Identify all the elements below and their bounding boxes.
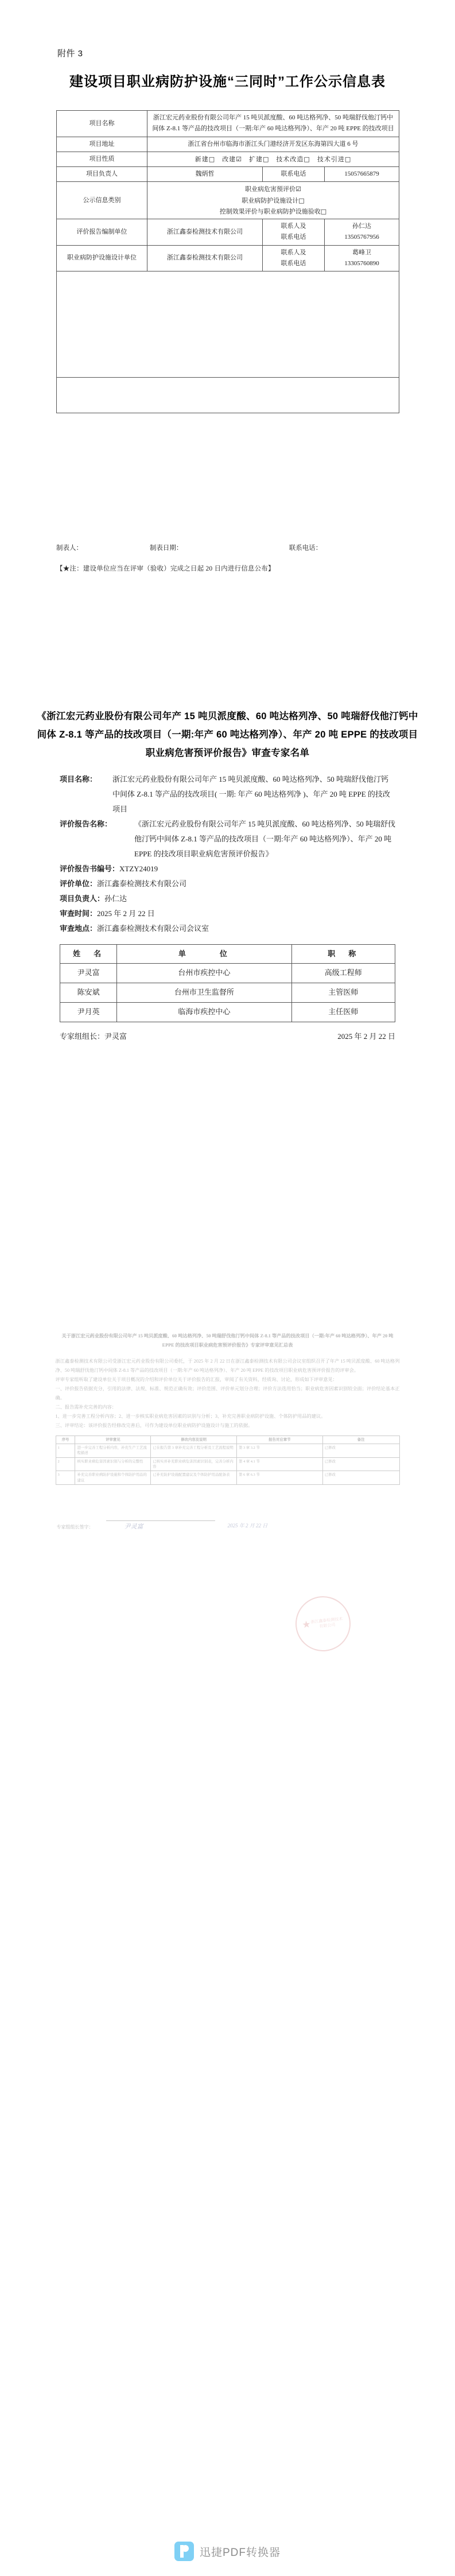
label-design-unit: 职业病防护设施设计单位 — [57, 245, 147, 271]
review-paragraph-5: 1、进一步完善工程分析内容；2、进一步核实职业病危害因素的识别与分析；3、补充完善职业病防护设施、个体防护用品的建议。 — [55, 1413, 326, 1419]
cell-opinion: 补充完善职业病防护设施和个体防护用品的建议 — [75, 1471, 151, 1485]
field-key-project-leader: 项目负责人： — [60, 894, 105, 903]
review-paragraph-4: 二、报告需补充完善的内容： — [55, 1404, 116, 1410]
table-row-project-leader — [57, 167, 399, 182]
value-design-contact-name: 葛峰卫 — [352, 249, 371, 256]
field-key-report-name: 评价报告名称： — [60, 819, 112, 828]
field-report-name — [60, 817, 395, 862]
label-design-contact-person: 联系人及 — [281, 249, 306, 256]
label-expert-leader-signature: 专家组组长签字： — [56, 1524, 94, 1530]
cell-remark: 已修改 — [322, 1457, 399, 1471]
label-report-contact-person: 联系人及 — [281, 223, 306, 230]
review-paragraph-3: 一、评价报告依据充分，引用的法律、法规、标准、规范正确有效；评价范围、评价单元划分合理；评价方法选用恰当；职业病危害因素识别较全面；评价结论基本正确。 — [55, 1386, 400, 1400]
field-key-evaluation-unit: 评价单位： — [60, 879, 98, 888]
checkbox-group-project-nature[interactable]: 新建□ 改建☑ 扩建□ 技术改造□ 技术引进□ — [147, 152, 399, 166]
cell-expert-title: 主任医师 — [291, 1002, 395, 1022]
report-fields — [60, 772, 395, 936]
column-header-name: 姓 名 — [60, 944, 117, 964]
value-report-contact-phone: 13505767956 — [344, 234, 379, 241]
field-review-place — [60, 921, 395, 936]
expert-list-title: 《浙江宏元药业股份有限公司年产 15 吨贝派度酸、60 吨达格列净、50 吨瑞舒伐他汀钙中间体 Z-8.1 等产品的技改项目（一期:年产 60 吨达格列净）、年产 20 吨 EPPE 的技改项目职业病危害预评价报告》审查专家名单 — [37, 711, 418, 759]
table-row-project-name — [57, 111, 399, 137]
review-table-header-row — [56, 1436, 399, 1444]
field-key-project-name: 项目名称： — [60, 774, 98, 783]
seal-text: 浙江鑫泰检测技术有限公司 — [310, 1616, 343, 1629]
value-report-contact — [325, 219, 399, 246]
table-row-blank-large — [57, 271, 399, 378]
attachment-label: 附件 3 — [57, 49, 83, 59]
cell-expert-name: 陈安斌 — [60, 983, 117, 1003]
label-design-contact-phone: 联系电话 — [281, 259, 306, 267]
table-row — [60, 964, 395, 983]
field-key-review-time: 审查时间： — [60, 909, 98, 918]
cell-expert-title: 高级工程师 — [291, 964, 395, 983]
cell-remark: 已修改 — [322, 1471, 399, 1485]
column-header-remark: 备注 — [322, 1436, 399, 1444]
field-value-project-leader: 孙仁达 — [104, 894, 127, 903]
page-title: 建设项目职业病防护设施“三同时”工作公示信息表 — [69, 74, 386, 90]
label-project-address: 项目地址 — [57, 137, 147, 152]
field-value-project-name: 浙江宏元药业股份有限公司年产 15 吨贝派度酸、60 吨达格列净、50 吨瑞舒伐他汀钙中间体 Z-8.1 等产品的技改项目( 一期: 年产 60 吨达格列净 )、年产 20 吨 EPPE 的技改项目 — [112, 774, 390, 813]
review-paragraph-2: 评审专家组听取了建设单位关于项目概况的介绍和评价单位关于评价报告的汇报，审阅了有关资料，经质询、讨论，形成如下评审意见： — [55, 1376, 337, 1382]
column-header-section: 报告对应章节 — [236, 1436, 322, 1444]
company-seal-stamp — [293, 1593, 353, 1654]
value-design-contact-phone: 13305760890 — [344, 259, 379, 267]
field-project-leader — [60, 891, 395, 906]
column-header-index: 序号 — [56, 1436, 75, 1444]
label-signature-phone: 联系电话： — [289, 545, 322, 552]
label-project-leader: 项目负责人 — [57, 167, 147, 182]
field-value-evaluation-unit: 浙江鑫泰检测技术有限公司 — [97, 879, 187, 888]
footer-watermark — [0, 2542, 455, 2561]
column-header-opinion: 评审意见 — [75, 1436, 151, 1444]
table-row-design-unit — [57, 245, 399, 271]
table-row-report-unit — [57, 219, 399, 246]
value-design-unit: 浙江鑫泰检测技术有限公司 — [147, 245, 263, 271]
label-report-unit: 评价报告编制单位 — [57, 219, 147, 246]
review-signature-area — [56, 1511, 400, 1630]
pdf-converter-logo-icon — [174, 2542, 194, 2561]
cell-index: 3 — [56, 1471, 75, 1485]
column-header-revision: 修改内容及说明 — [151, 1436, 237, 1444]
checkbox-group-publish-category[interactable] — [147, 182, 399, 219]
footnote-note: 【★注：建设单位应当在评审（验收）完成之日起 20 日内进行信息公布】 — [56, 565, 275, 572]
cell-section: 第 6 章 6.3 节 — [236, 1471, 322, 1485]
blank-area-1[interactable] — [57, 271, 399, 378]
cell-revision: 已补充防护设施配置建议及个体防护用品配备表 — [151, 1471, 237, 1485]
watermark-text: 迅捷PDF转换器 — [199, 2546, 281, 2559]
seal-star-icon: ★ — [301, 1620, 311, 1630]
cell-expert-unit: 台州市疾控中心 — [117, 964, 291, 983]
label-report-contact — [263, 219, 325, 246]
label-design-contact — [263, 245, 325, 271]
cell-section: 第 3 章 3.2 节 — [236, 1444, 322, 1458]
checkbox-pre-evaluation[interactable]: 职业病危害预评价☑ — [245, 185, 301, 193]
expert-table — [60, 944, 395, 1022]
value-project-leader: 魏炳哲 — [147, 167, 263, 182]
project-info-table — [56, 110, 399, 413]
cell-revision: 已核实并补充职业病危害因素识别表，完善分析内容 — [151, 1457, 237, 1471]
page-3-scanned-review — [0, 1332, 455, 1630]
review-summary-heading: 关于浙江宏元药业股份有限公司年产 15 吨贝派度酸、60 吨达格列净、50 吨瑞舒伐他汀钙中间体 Z-8.1 等产品的技改项目（一期:年产 60 吨达格列净）、年产 20 吨 EPPE 的技改项目职业病危害预评价报告》专家评审意见汇总表 — [61, 1333, 394, 1348]
value-contact-phone: 15057665879 — [325, 167, 399, 182]
review-paragraph-6: 三、评审结论：该评价报告经修改完善后，可作为建设单位职业病防护设施设计与施工的依据。 — [55, 1422, 253, 1428]
review-opinion-table — [56, 1436, 400, 1485]
value-report-contact-name: 孙仁达 — [352, 223, 371, 230]
field-value-report-name: 《浙江宏元药业股份有限公司年产 15 吨贝派度酸、60 吨达格列净、50 吨瑞舒伐他汀钙中间体 Z-8.1 等产品的技改项目（一期:年产 60 吨达格列净）、年产 20 吨 EPPE 的技改项目职业病危害预评价报告》 — [134, 819, 396, 858]
cell-index: 2 — [56, 1457, 75, 1471]
field-project-name — [60, 772, 395, 817]
handwritten-date: 2025 年 2 月 22 日 — [227, 1522, 268, 1528]
field-key-report-number: 评价报告书编号： — [60, 864, 120, 873]
handwritten-signature: 尹灵富 — [124, 1523, 143, 1530]
label-contact-phone: 联系电话 — [263, 167, 325, 182]
cell-expert-name: 尹月英 — [60, 1002, 117, 1022]
cell-expert-unit: 临海市疾控中心 — [117, 1002, 291, 1022]
expert-footer-date: 2025 年 2 月 22 日 — [337, 1031, 395, 1041]
page-2 — [0, 707, 455, 1041]
cell-opinion: 进一步完善工程分析内容，补充生产工艺流程描述 — [75, 1444, 151, 1458]
field-review-time — [60, 906, 395, 921]
field-value-report-number: XTZY24019 — [119, 864, 158, 873]
cell-expert-title: 主管医师 — [291, 983, 395, 1003]
expert-table-header-row — [60, 944, 395, 964]
column-header-unit: 单 位 — [117, 944, 291, 964]
blank-area-2[interactable] — [57, 378, 399, 413]
review-paragraph-1: 浙江鑫泰检测技术有限公司受浙江宏元药业股份有限公司委托，于 2025 年 2 月 22 日在浙江鑫泰检测技术有限公司会议室组织召开了年产 15 吨贝派度酸、60 吨达格列净、50 吨瑞舒伐他汀钙中间体 Z-8.1 等产品的技改项目（一期:年产 60 吨达格列净）、年产 20 吨 EPPE 的技改项目职业病危害预评价报告的评审会。 — [55, 1358, 400, 1373]
table-row — [60, 983, 395, 1003]
label-report-contact-phone: 联系电话 — [281, 234, 306, 241]
value-design-contact — [325, 245, 399, 271]
signature-row — [56, 543, 412, 552]
table-row-publish-category — [57, 182, 399, 219]
checkbox-facility-design[interactable]: 职业病防护设施设计□ — [242, 196, 305, 204]
table-row — [56, 1444, 399, 1458]
expert-group-leader: 专家组组长：尹灵富 — [60, 1031, 127, 1041]
cell-revision: 已在报告第 3 章补充完善工程分析及工艺流程说明 — [151, 1444, 237, 1458]
value-project-address: 浙江省台州市临海市浙江头门港经济开发区东海第四大道 6 号 — [147, 137, 399, 152]
column-header-title: 职 称 — [291, 944, 395, 964]
cell-index: 1 — [56, 1444, 75, 1458]
value-report-unit: 浙江鑫泰检测技术有限公司 — [147, 219, 263, 246]
label-project-nature: 项目性质 — [57, 152, 147, 166]
table-row — [60, 1002, 395, 1022]
cell-expert-name: 尹灵富 — [60, 964, 117, 983]
cell-section: 第 4 章 4.1 节 — [236, 1457, 322, 1471]
label-maker: 制表人： — [56, 545, 83, 552]
cell-expert-unit: 台州市卫生监督所 — [117, 983, 291, 1003]
table-row — [56, 1471, 399, 1485]
table-row-blank-small — [57, 378, 399, 413]
field-evaluation-unit — [60, 876, 395, 891]
field-report-number — [60, 862, 395, 876]
cell-opinion: 核实职业病危害因素识别与分析的完整性 — [75, 1457, 151, 1471]
label-project-name: 项目名称 — [57, 111, 147, 137]
table-row-project-address — [57, 137, 399, 152]
table-row-project-nature — [57, 152, 399, 166]
signature-underline — [106, 1520, 215, 1521]
value-project-name: 浙江宏元药业股份有限公司年产 15 吨贝派度酸、60 吨达格列净、50 吨瑞舒伐他汀钙中间体 Z-8.1 等产品的技改项目（一期:年产 60 吨达格列净）、年产 20 吨 EPPE 的技改项目 — [147, 111, 399, 137]
table-row — [56, 1457, 399, 1471]
cell-remark: 已修改 — [322, 1444, 399, 1458]
field-value-review-place: 浙江鑫泰检测技术有限公司会议室 — [97, 924, 209, 933]
label-make-date: 制表日期： — [149, 545, 183, 552]
field-key-review-place: 审查地点： — [60, 924, 98, 933]
label-publish-category: 公示信息类别 — [57, 182, 147, 219]
field-value-review-time: 2025 年 2 月 22 日 — [97, 909, 155, 918]
checkbox-effect-acceptance[interactable]: 控制效果评价与职业病防护设施验收□ — [219, 207, 327, 215]
expert-footer — [60, 1030, 395, 1041]
